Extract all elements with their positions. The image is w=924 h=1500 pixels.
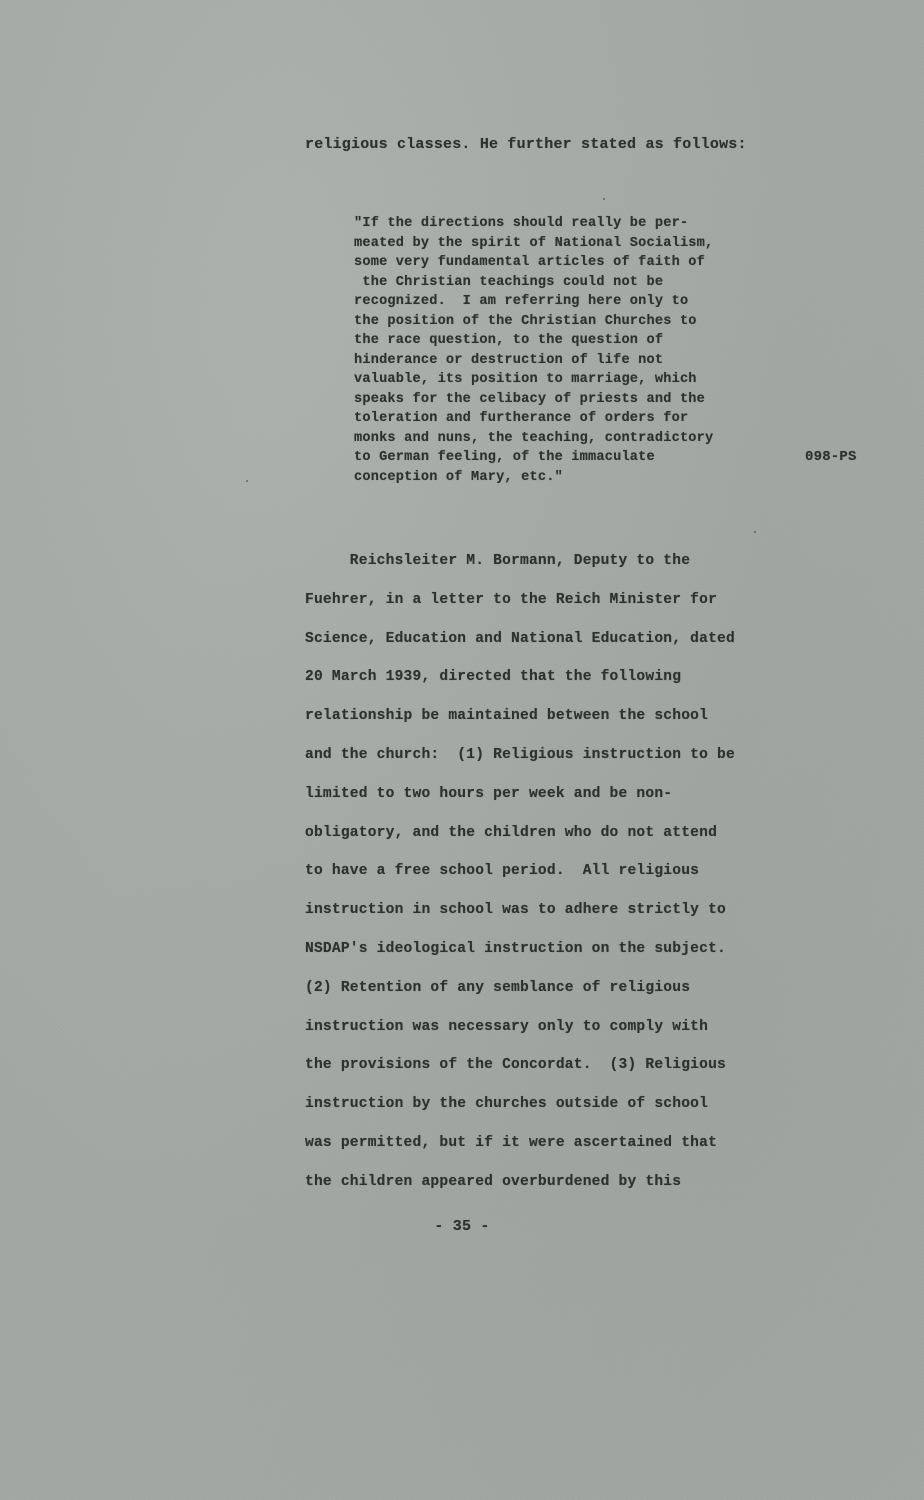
body-line: 20 March 1939, directed that the following xyxy=(305,669,682,686)
quote-line: valuable, its position to marriage, which xyxy=(354,372,697,387)
quote-line: meated by the spirit of National Socialism, xyxy=(354,235,714,251)
body-line: relationship be maintained between the school xyxy=(305,708,709,725)
body-paragraph xyxy=(305,542,785,1202)
paper-speck xyxy=(246,480,248,482)
intro-line: religious classes. He further stated as follows: xyxy=(305,136,747,153)
body-line: and the church: (1) Religious instruction to be xyxy=(305,746,735,763)
body-line: Fuehrer, in a letter to the Reich Minister for xyxy=(305,591,718,608)
body-line: was permitted, but if it were ascertained that xyxy=(305,1134,718,1151)
quote-line: conception of Mary, etc." xyxy=(354,469,563,485)
quote-line: the position of the Christian Churches to xyxy=(354,313,697,329)
body-line: (2) Retention of any semblance of religious xyxy=(305,979,691,996)
quote-line: toleration and furtherance of orders for xyxy=(354,411,689,426)
block-quote xyxy=(354,214,784,487)
quote-line: the Christian teachings could not be xyxy=(354,274,664,290)
body-line: instruction by the churches outside of school xyxy=(305,1096,709,1113)
quote-line: some very fundamental articles of faith of xyxy=(354,255,706,270)
document-reference: 098-PS xyxy=(805,449,857,465)
body-line: the children appeared overburdened by this xyxy=(305,1173,682,1190)
body-line: instruction was necessary only to comply with xyxy=(305,1018,709,1035)
body-line: instruction in school was to adhere strictly to xyxy=(305,902,727,919)
body-line: NSDAP's ideological instruction on the subject. xyxy=(305,940,727,957)
body-line: obligatory, and the children who do not attend xyxy=(305,824,718,841)
body-line: to have a free school period. All religious xyxy=(305,863,700,880)
quote-line: to German feeling, of the immaculate xyxy=(354,450,655,465)
quote-line: recognized. I am referring here only to xyxy=(354,294,689,309)
quote-line: "If the directions should really be per- xyxy=(354,216,689,231)
quote-line: the race question, to the question of xyxy=(354,333,664,348)
body-line: Science, Education and National Education, dated xyxy=(305,630,735,647)
paper-speck xyxy=(754,531,756,533)
quote-line: hinderance or destruction of life not xyxy=(354,352,664,368)
body-line: the provisions of the Concordat. (3) Religious xyxy=(305,1057,727,1074)
quote-line: speaks for the celibacy of priests and the xyxy=(354,391,706,407)
quote-line: monks and nuns, the teaching, contradictory xyxy=(354,430,714,446)
page-number: - 35 - xyxy=(434,1218,490,1235)
body-line: Reichsleiter M. Bormann, Deputy to the xyxy=(305,553,691,569)
body-line: limited to two hours per week and be non- xyxy=(305,785,673,802)
paper-speck xyxy=(603,198,605,200)
